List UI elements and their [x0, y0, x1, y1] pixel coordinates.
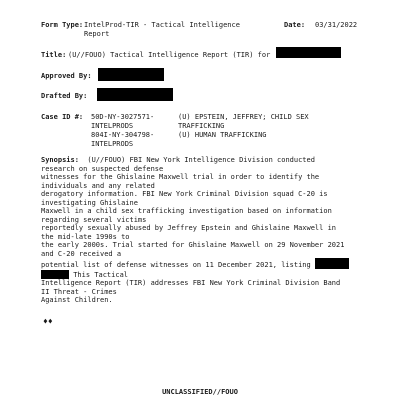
synopsis-label: Synopsis:	[41, 156, 79, 164]
synopsis-block	[41, 156, 377, 305]
title-label: Title:	[41, 51, 67, 59]
witness-redaction	[41, 270, 69, 279]
case-id-description: (U) EPSTEIN, JEFFREY; CHILD SEX TRAFFICKING	[178, 113, 309, 130]
title-redaction	[276, 47, 341, 58]
synopsis-line: research on suspected defense	[41, 164, 164, 173]
synopsis-line: the early 2000s. Trial started for Ghislaine Maxwell on 29 November 2021	[41, 241, 345, 249]
case-id-number: 50D-NY-3027571- INTELPRODS	[91, 113, 155, 130]
date-label: Date:	[284, 21, 306, 29]
synopsis-line: derogatory information. FBI New York Criminal Division squad C-20 is	[41, 190, 328, 198]
title-value: (U//FOUO) Tactical Intelligence Report (TIR) for	[68, 51, 271, 59]
synopsis-line: regarding several victims	[41, 215, 147, 224]
synopsis-line: investigating Ghislaine	[41, 198, 138, 207]
approved-by-label: Approved By:	[41, 72, 92, 80]
form-type-label: Form Type:	[41, 21, 84, 29]
synopsis-line: II Threat - Crimes	[41, 287, 117, 296]
date-value: 03/31/2022	[315, 21, 358, 29]
drafted-by-label: Drafted By:	[41, 92, 88, 100]
synopsis-line: (U//FOUO) FBI New York Intelligence Division conducted	[78, 156, 315, 164]
case-id-description: (U) HUMAN TRAFFICKING	[178, 131, 267, 139]
synopsis-line: Against Children.	[41, 296, 113, 304]
synopsis-line: and C-20 received a	[41, 249, 122, 258]
synopsis-line: the mid-late 1990s to	[41, 232, 130, 241]
case-id-number: 804I-NY-304798- INTELPRODS	[91, 131, 155, 148]
synopsis-line: Intelligence Report (TIR) addresses FBI New York Criminal Division Band	[41, 279, 341, 287]
witness-redaction	[315, 258, 349, 269]
synopsis-line: individuals and any related	[41, 181, 155, 190]
classification-footer: UNCLASSIFIED//FOUO	[162, 388, 238, 396]
form-type-value: IntelProd-TIR - Tactical Intelligence Report	[84, 21, 240, 38]
drafted-by-redaction	[97, 88, 173, 101]
synopsis-line: witnesses for the Ghislaine Maxwell trial in order to identify the	[41, 173, 320, 181]
case-id-label: Case ID #:	[41, 113, 84, 121]
synopsis-line: potential list of defense witnesses on 11 December 2021, listing	[41, 261, 311, 269]
synopsis-line: This Tactical	[69, 270, 129, 279]
approved-by-redaction	[98, 68, 164, 81]
section-separator: ♦♦	[43, 317, 53, 326]
synopsis-line: Maxwell in a child sex trafficking investigation based on information	[41, 207, 332, 215]
synopsis-line: reportedly sexually abused by Jeffrey Epstein and Ghislaine Maxwell in	[41, 224, 337, 232]
